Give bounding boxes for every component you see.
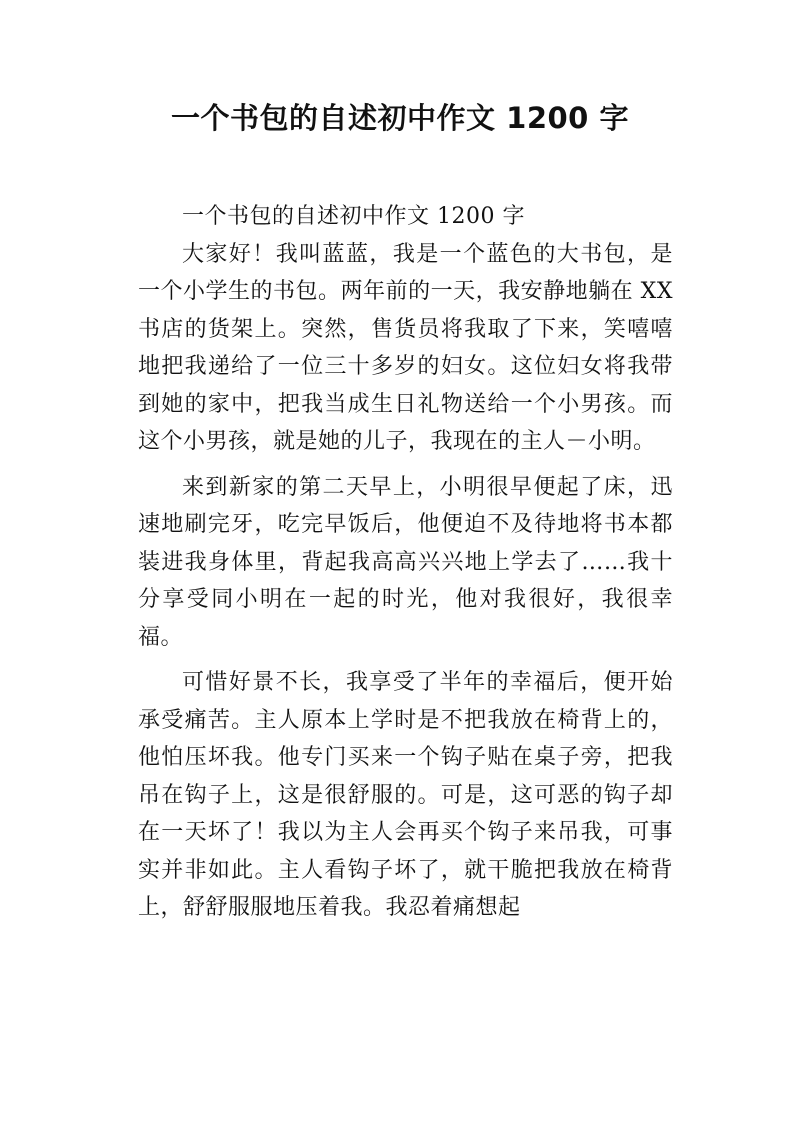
document-title: 一个书包的自述初中作文 1200 字 — [171, 101, 629, 135]
paragraph-2: 来到新家的第二天早上，小明很早便起了床，迅速地刷完牙，吃完早饭后，他便迫不及待地将书本都装进我身体里，背起我高高兴兴地上学去了……我十分享受同小明在一起的时光，他对我很好，我很幸福。 — [138, 474, 673, 650]
document-body — [138, 198, 673, 927]
paragraph-3: 可惜好景不长，我享受了半年的幸福后，便开始承受痛苦。主人原本上学时是不把我放在椅背上的，他怕压坏我。他专门买来一个钩子贴在桌子旁，把我吊在钩子上，这是很舒服的。可是，这可恶的钩子却在一天坏了！我以为主人会再买个钩子来吊我，可事实并非如此。主人看钩子坏了，就干脆把我放在椅背上，舒舒服服地压着我。我忍着痛想起 — [138, 670, 673, 920]
paragraph-1: 大家好！我叫蓝蓝，我是一个蓝色的大书包，是一个小学生的书包。两年前的一天，我安静地躺在 XX 书店的货架上。突然，售货员将我取了下来，笑嘻嘻地把我递给了一位三十多岁的妇女。这位妇女将我带到她的家中，把我当成生日礼物送给一个小男孩。而这个小男孩，就是她的儿子，我现在的主人－小明。 — [138, 241, 673, 454]
document-subtitle: 一个书包的自述初中作文 1200 字 — [182, 204, 525, 229]
